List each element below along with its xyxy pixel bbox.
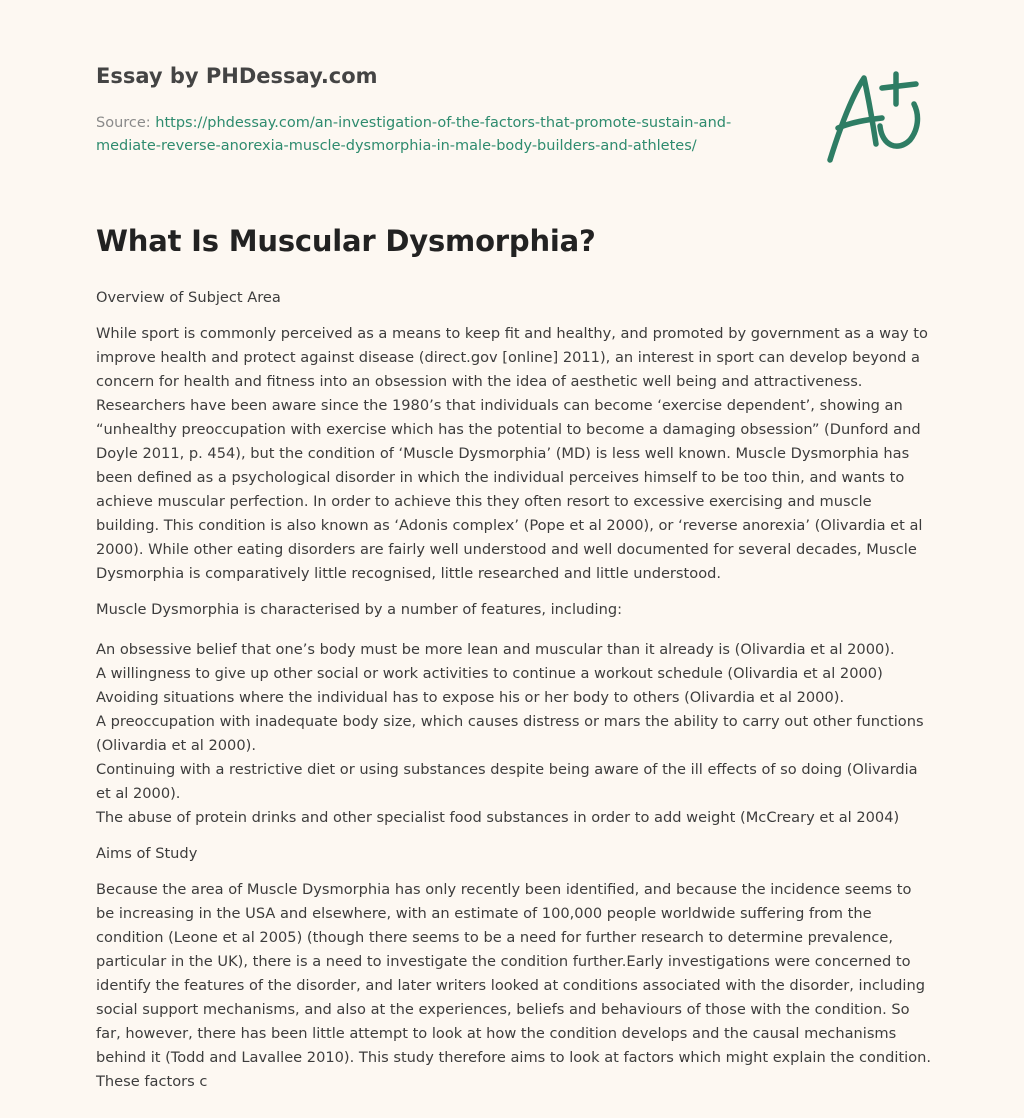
features-list bbox=[96, 638, 932, 830]
section-heading-overview: Overview of Subject Area bbox=[96, 289, 281, 306]
list-item: A preoccupation with inadequate body size, which causes distress or mars the ability to carry out other functions (Olivardia et al 2000). bbox=[96, 713, 924, 754]
section-heading-aims: Aims of Study bbox=[96, 845, 198, 862]
paragraph-features-intro: Muscle Dysmorphia is characterised by a number of features, including: bbox=[96, 601, 623, 618]
list-item: Continuing with a restrictive diet or using substances despite being aware of the ill effects of so doing (Olivardia et al 2000). bbox=[96, 761, 918, 802]
paragraph-aims: Because the area of Muscle Dysmorphia has only recently been identified, and because the incidence seems to be increasing in the USA and elsewhere, with an estimate of 100,000 people worldwide suffering from the condition (Leone et al 2005) (though there seems to be a need for further research to determine prevalence, particular in the UK), there is a need to investigate the condition further.Early investigations were concerned to identify the features of the disorder, and later writers looked at conditions associated with the disorder, including social support mechanisms, and also at the experiences, beliefs and behaviours of those with the condition. So far, however, there has been little attempt to look at how the condition develops and the causal mechanisms behind it (Todd and Lavallee 2010). This study therefore aims to look at factors which might explain the condition. These factors c bbox=[96, 881, 932, 1090]
source-link-line1: https://phdessay.com/an-investigation-of-the-factors-that-promote-sustain-and- bbox=[155, 115, 732, 131]
a-plus-logo-icon bbox=[818, 66, 930, 166]
essay-body bbox=[96, 286, 932, 1106]
list-item: Avoiding situations where the individual has to expose his or her body to others (Olivardia et al 2000). bbox=[96, 689, 845, 706]
source-line bbox=[96, 112, 776, 158]
paragraph-intro: While sport is commonly perceived as a means to keep fit and healthy, and promoted by government as a way to improve health and protect against disease (direct.gov [online] 2011), an interest in sport can develop beyond a concern for health and fitness into an obsession with the idea of aesthetic well being and attractiveness. Researchers have been aware since the 1980’s that individuals can become ‘exercise dependent’, showing an “unhealthy preoccupation with exercise which has the potential to become a damaging obsession” (Dunford and Doyle 2011, p. 454), but the condition of ‘Muscle Dysmorphia’ (MD) is less well known. Muscle Dysmorphia has been defined as a psychological disorder in which the individual perceives himself to be too thin, and wants to achieve muscular perfection. In order to achieve this they often resort to excessive exercising and muscle building. This condition is also known as ‘Adonis complex’ (Pope et al 2000), or ‘reverse anorexia’ (Olivardia et al 2000). While other eating disorders are fairly well understood and well documented for several decades, Muscle Dysmorphia is comparatively little recognised, little researched and little understood. bbox=[96, 325, 928, 582]
source-link[interactable] bbox=[96, 115, 731, 154]
list-item: The abuse of protein drinks and other specialist food substances in order to add weight (McCreary et al 2004) bbox=[96, 809, 900, 826]
source-label: Source: bbox=[96, 115, 151, 131]
site-title: Essay by PHDessay.com bbox=[96, 64, 378, 88]
list-item: An obsessive belief that one’s body must be more lean and muscular than it already is (Olivardia et al 2000). bbox=[96, 641, 895, 658]
essay-title: What Is Muscular Dysmorphia? bbox=[96, 224, 596, 258]
list-item: A willingness to give up other social or work activities to continue a workout schedule (Olivardia et al 2000) bbox=[96, 665, 883, 682]
source-link-line2: mediate-reverse-anorexia-muscle-dysmorphia-in-male-body-builders-and-athletes/ bbox=[96, 138, 697, 154]
